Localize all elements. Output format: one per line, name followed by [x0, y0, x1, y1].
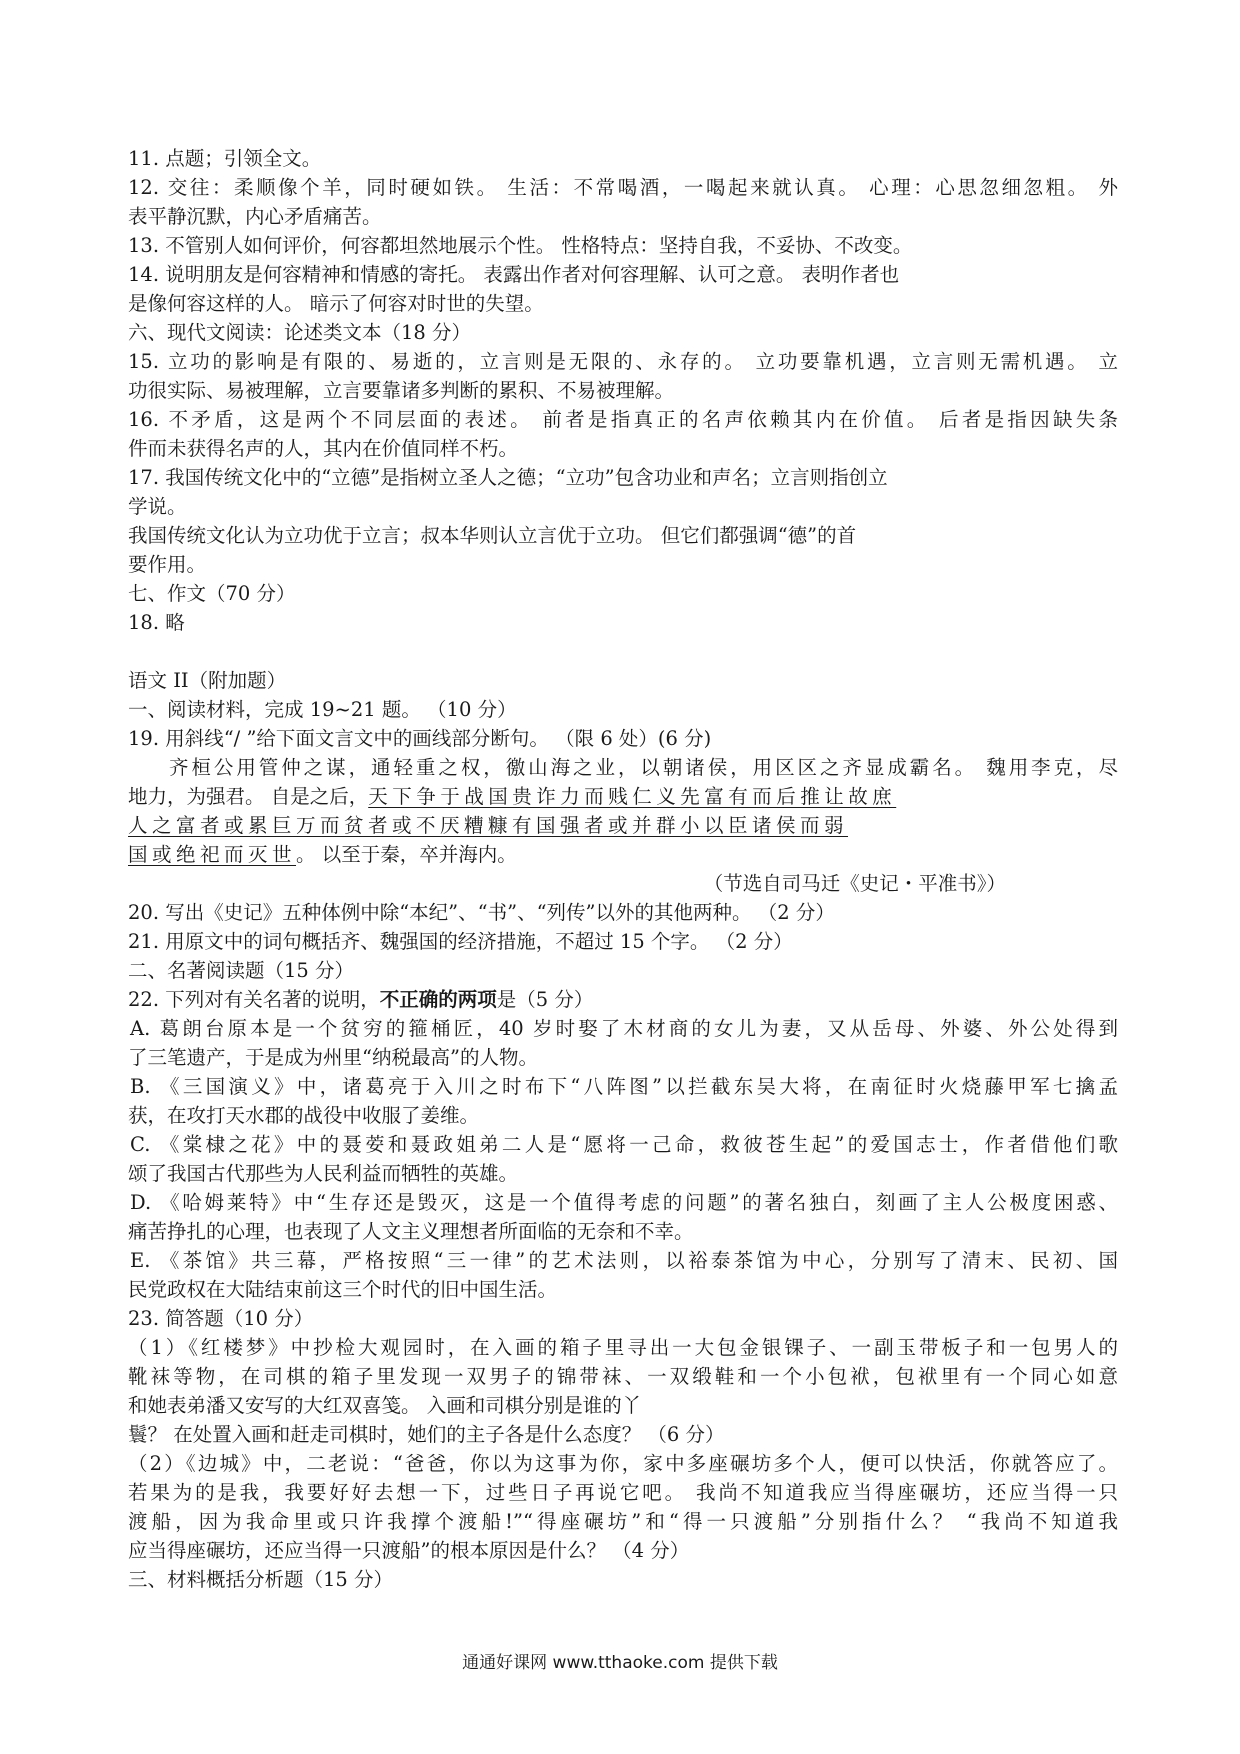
passage-text: 。 以至于秦，卒并海内。: [296, 843, 517, 866]
option-d-line1: D. 《哈姆莱特》中“生存还是毁灭，这是一个值得考虑的问题”的著名独白，刻画了主人公极度困惑、: [130, 1191, 1118, 1214]
question-23-1-line1: （1）《红楼梦》中抄检大观园时，在入画的箱子里寻出一大包金银锞子、一副玉带板子和一包男人的: [128, 1336, 1118, 1359]
answer-17-line1: 17. 我国传统文化中的“立德”是指树立圣人之德；“立功”包含功业和声名；立言则指创立: [128, 466, 888, 489]
answer-14-line1: 14. 说明朋友是何容精神和情感的寄托。 表露出作者对何容理解、认可之意。 表明作者也: [128, 263, 900, 286]
option-c-line2: 颂了我国古代那些为人民利益而牺牲的英雄。: [128, 1162, 519, 1185]
question-19: 19. 用斜线“/ ”给下面文言文中的画线部分断句。 （限 6 处）(6 分): [128, 727, 712, 750]
passage-line1: 齐桓公用管仲之谋，通轻重之权，徼山海之业，以朝诸侯，用区区之齐显成霸名。 魏用李克，尽: [169, 756, 1118, 779]
option-c-line1: C. 《棠棣之花》中的聂荌和聂政姐弟二人是“愿将一己命，救彼苍生起”的爱国志士，作者借他们歌: [130, 1133, 1118, 1156]
question-22-emphasis: 不正确的两项: [379, 988, 497, 1011]
answer-15-line1: 15. 立功的影响是有限的、易逝的，立言则是无限的、永存的。 立功要靠机遇，立言则无需机遇。 立: [128, 350, 1118, 373]
document-page: [128, 144, 1118, 1594]
passage-line2: [128, 782, 1118, 811]
question-23-2-line1: （2）《边城》中，二老说：“爸爸，你以为这事为你，家中多座碾坊多个人，便可以快活，你就答应了。: [128, 1452, 1118, 1475]
answer-15-line2: 功很实际、易被理解，立言要靠诸多判断的累积、不易被理解。: [128, 379, 675, 402]
option-a-line1: A. 葛朗台原本是一个贫穷的箍桶匠，40 岁时娶了木材商的女儿为妻，又从岳母、外婆、外公处得到: [130, 1017, 1118, 1040]
option-b-line2: 获，在攻打天水郡的战役中收服了姜维。: [128, 1104, 480, 1127]
question-22: [128, 985, 1118, 1014]
question-23-2-line2: 若果为的是我，我要好好去想一下，过些日子再说它吧。 我尚不知道我应当得座碾坊，还应当得一只: [128, 1481, 1118, 1504]
answer-16-line1: 16. 不矛盾，这是两个不同层面的表述。 前者是指真正的名声依赖其内在价值。 后者是指因缺失条: [128, 408, 1118, 431]
passage-text: 地力，为强君。 自是之后，: [128, 785, 369, 808]
answer-12-line1: 12. 交往：柔顺像个羊，同时硬如铁。 生活：不常喝酒，一喝起来就认真。 心理：心思忽细忽粗。 外: [128, 176, 1118, 199]
supplement-title: 语文 II（附加题）: [128, 669, 287, 692]
answer-13: 13. 不管别人如何评价，何容都坦然地展示个性。 性格特点：坚持自我，不妥协、不改变。: [128, 234, 913, 257]
spacer: [128, 637, 1118, 666]
question-20: 20. 写出《史记》五种体例中除“本纪”、“书”、“列传”以外的其他两种。 （2 分）: [128, 901, 835, 924]
question-23-2-line3: 渡船，因为我命里或只许我撑个渡船!”“得座碾坊”和“得一只渡船”分别指什么？ “我尚不知道我: [128, 1510, 1118, 1533]
passage-source: （节选自司马迁《史记・平准书》）: [703, 872, 1006, 895]
option-e-line1: E. 《茶馆》共三幕，严格按照“三一律”的艺术法则，以裕泰茶馆为中心，分别写了清末、民初、国: [130, 1249, 1118, 1272]
supplement-section-1: 一、阅读材料，完成 19~21 题。 （10 分）: [128, 698, 517, 721]
question-21: 21. 用原文中的词句概括齐、魏强国的经济措施，不超过 15 个字。 （2 分）: [128, 930, 793, 953]
passage-line4: [128, 840, 1118, 869]
underlined-passage: 天下争于战国贵诈力而贱仁义先富有而后推让故庶: [368, 785, 897, 808]
question-23-1-line2: 靴袜等物，在司棋的箱子里发现一双男子的锦带袜、一双缎鞋和一个小包袱，包袱里有一个同心如意: [128, 1365, 1118, 1388]
section-heading-6: 六、现代文阅读：论述类文本（18 分）: [128, 321, 472, 344]
question-23: 23. 简答题（10 分）: [128, 1307, 314, 1330]
answer-11: 11. 点题；引领全文。: [128, 147, 322, 170]
answer-14-line2: 是像何容这样的人。 暗示了何容对时世的失望。: [128, 292, 544, 315]
answer-16-line2: 件而未获得名声的人，其内在价值同样不朽。: [128, 437, 519, 460]
supplement-section-3: 三、材料概括分析题（15 分）: [128, 1568, 394, 1591]
question-23-1-line3: 和她表弟潘又安写的大红双喜笺。 入画和司棋分别是谁的丫: [128, 1394, 642, 1417]
supplement-section-2: 二、名著阅读题（15 分）: [128, 959, 355, 982]
question-22-score: 是（5 分）: [496, 988, 594, 1011]
answer-17-line3: 我国传统文化认为立功优于立言；叔本华则认立言优于立功。 但它们都强调“德”的首: [128, 524, 857, 547]
underlined-passage: 人之富者或累巨万而贫者或不厌糟糠有国强者或并群小以臣诸侯而弱: [128, 814, 849, 837]
option-a-line2: 了三笔遗产，于是成为州里“纳税最高”的人物。: [128, 1046, 538, 1069]
option-e-line2: 民党政权在大陆结束前这三个时代的旧中国生活。: [128, 1278, 558, 1301]
question-22-text: 22. 下列对有关名著的说明，: [128, 988, 380, 1011]
answer-17-line4: 要作用。: [128, 553, 207, 576]
answer-18: 18. 略: [128, 611, 185, 634]
passage-line3: [128, 811, 1118, 840]
underlined-passage: 国或绝祀而灭世: [128, 843, 297, 866]
question-23-2-line4: 应当得座碾坊，还应当得一只渡船”的根本原因是什么？ （4 分）: [128, 1539, 690, 1562]
section-heading-7: 七、作文（70 分）: [128, 582, 296, 605]
answer-12-line2: 表平静沉默，内心矛盾痛苦。: [128, 205, 382, 228]
question-23-1-line4: 鬟？ 在处置入画和赶走司棋时，她们的主子各是什么态度？ （6 分）: [128, 1423, 725, 1446]
option-b-line1: B. 《三国演义》中，诸葛亮于入川之时布下“八阵图”以拦截东吴大将，在南征时火烧藤甲军七擒孟: [130, 1075, 1118, 1098]
answer-17-line2: 学说。: [128, 495, 187, 518]
option-d-line2: 痛苦挣扎的心理，也表现了人文主义理想者所面临的无奈和不幸。: [128, 1220, 694, 1243]
page-footer: 通通好课网 www.tthaoke.com 提供下载: [462, 1653, 778, 1673]
